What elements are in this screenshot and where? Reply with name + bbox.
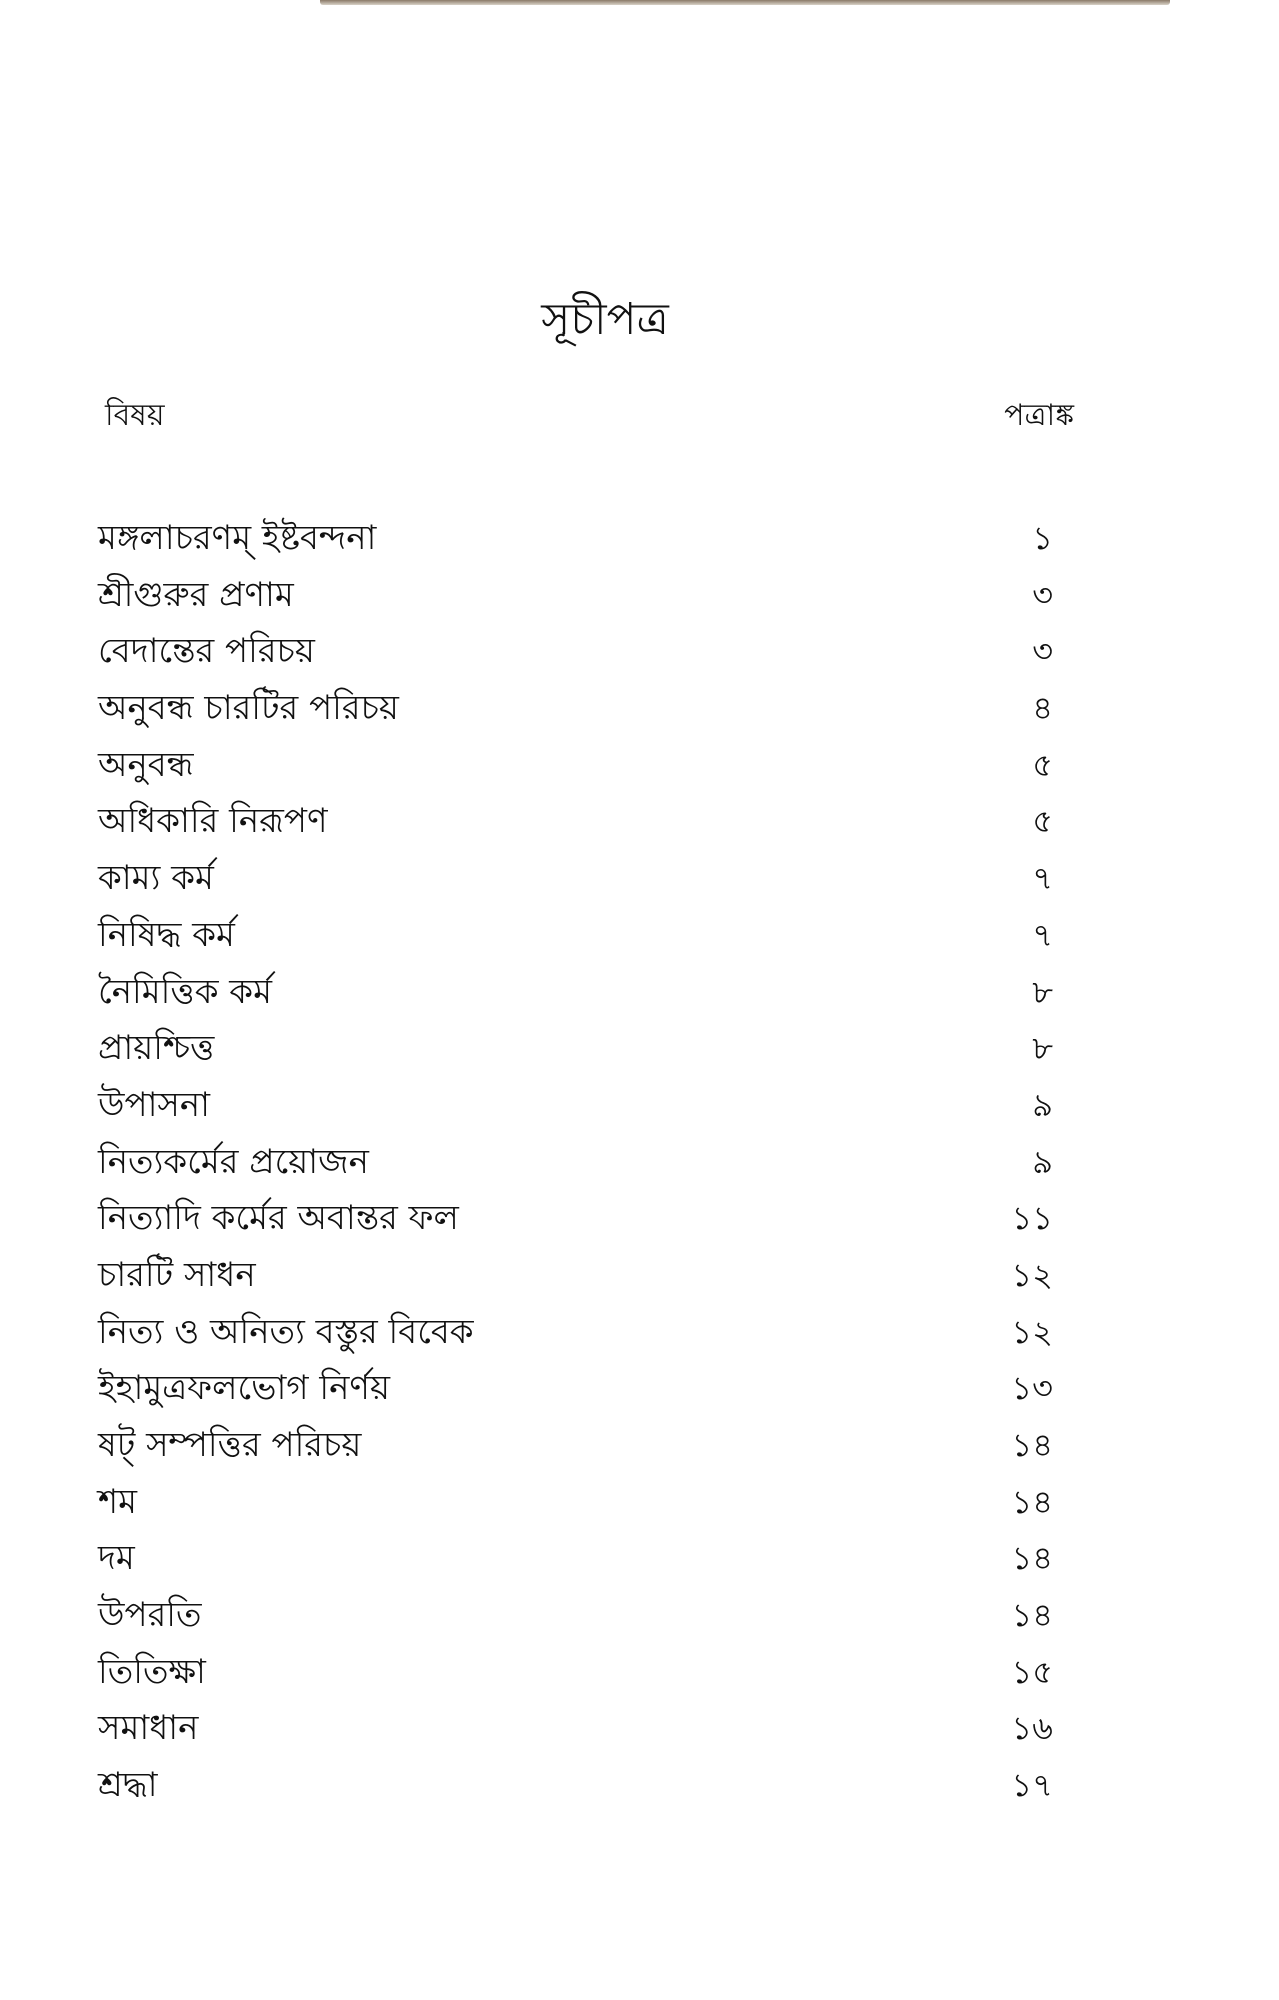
toc-entry <box>98 1304 1058 1361</box>
toc-entry-page: ১৬ <box>1011 1709 1053 1748</box>
toc-entry-page: ১৩ <box>1011 1369 1053 1408</box>
toc-entry-page: ১৭ <box>1011 1766 1053 1805</box>
toc-entry-topic: কাম্য কর্ম <box>98 858 214 899</box>
page-column-header: পত্রাঙ্ক <box>1004 398 1074 433</box>
toc-entry <box>98 793 1058 850</box>
toc-entry-page: ১৪ <box>1011 1539 1053 1578</box>
toc-entry-topic: অনুবন্ধ চারটির পরিচয় <box>98 688 399 729</box>
toc-entry-page: ১৪ <box>1011 1596 1053 1635</box>
toc-entry <box>98 907 1058 964</box>
toc-entry-page: ৪ <box>1032 689 1053 728</box>
toc-entry-page: ৯ <box>1032 1142 1053 1181</box>
toc-entry-topic: ষট্ সম্পত্তির পরিচয় <box>98 1425 362 1465</box>
toc-entry <box>98 1530 1058 1587</box>
toc-entry-topic: নৈমিত্তিক কর্ম <box>98 971 272 1012</box>
toc-entry-page: ৩ <box>1032 632 1053 671</box>
toc-entry <box>98 850 1058 907</box>
toc-entry-topic: নিষিদ্ধ কর্ম <box>98 914 235 955</box>
toc-entry-topic: শম <box>98 1481 137 1522</box>
toc-entry-topic: নিত্যকর্মের প্রয়োজন <box>98 1141 369 1182</box>
page-title: সূচীপত্র <box>541 294 669 345</box>
toc-entry-topic: নিত্য ও অনিত্য বস্তুর বিবেক <box>98 1311 474 1352</box>
toc-entry <box>98 737 1058 794</box>
toc-entry-topic: শ্রদ্ধা <box>98 1765 158 1806</box>
toc-entry <box>98 567 1058 624</box>
toc-entry-topic: দম <box>98 1538 135 1579</box>
toc-entry-page: ১ <box>1032 519 1053 557</box>
toc-entry-topic: শ্রীগুরুর প্রণাম <box>98 574 294 615</box>
toc-entry <box>98 510 1058 567</box>
toc-entry-topic: সমাধান <box>98 1708 199 1749</box>
toc-entry-page: ১৪ <box>1011 1482 1053 1521</box>
top-page-edge <box>320 0 1170 5</box>
toc-entry-page: ৮ <box>1032 1029 1053 1068</box>
toc-entry <box>98 1190 1058 1247</box>
toc-entry-topic: উপাসনা <box>98 1084 211 1125</box>
toc-entry <box>98 964 1058 1021</box>
toc-entry-topic: বেদান্তের পরিচয় <box>98 631 315 672</box>
toc-entry-page: ১৪ <box>1011 1426 1053 1464</box>
topic-column-header: বিষয় <box>105 398 165 433</box>
toc-entry <box>98 1360 1058 1417</box>
toc-entry <box>98 623 1058 680</box>
toc-entry-topic: অনুবন্ধ <box>98 744 194 785</box>
toc-entry <box>98 1587 1058 1644</box>
toc-entry-topic: মঙ্গলাচরণম্ ইষ্টবন্দনা <box>98 518 377 558</box>
table-of-contents <box>98 510 1058 1814</box>
toc-entry <box>98 1134 1058 1191</box>
toc-entry <box>98 1020 1058 1077</box>
toc-entry <box>98 1700 1058 1757</box>
toc-entry-page: ১২ <box>1011 1255 1053 1294</box>
toc-entry-page: ৭ <box>1032 859 1053 898</box>
toc-entry-topic: নিত্যাদি কর্মের অবান্তর ফল <box>98 1198 459 1239</box>
toc-entry <box>98 1247 1058 1304</box>
toc-entry-topic: অধিকারি নিরূপণ <box>98 801 328 842</box>
toc-entry-page: ৮ <box>1032 972 1053 1011</box>
toc-entry-topic: প্রায়শ্চিত্ত <box>98 1028 215 1069</box>
toc-entry <box>98 1474 1058 1531</box>
toc-entry-topic: চারটি সাধন <box>98 1254 256 1295</box>
toc-entry-page: ৫ <box>1032 745 1053 784</box>
toc-entry-page: ৫ <box>1032 802 1053 841</box>
toc-entry-page: ৯ <box>1032 1085 1053 1124</box>
toc-entry-page: ৭ <box>1032 915 1053 954</box>
toc-entry-topic: ইহামুত্রফলভোগ নির্ণয় <box>98 1368 391 1409</box>
toc-entry <box>98 680 1058 737</box>
toc-entry <box>98 1644 1058 1701</box>
toc-entry-topic: তিতিক্ষা <box>98 1651 206 1692</box>
toc-entry-page: ১৫ <box>1011 1652 1053 1691</box>
toc-entry <box>98 1417 1058 1474</box>
toc-entry <box>98 1077 1058 1134</box>
toc-entry-page: ৩ <box>1032 575 1053 614</box>
toc-entry-page: ১১ <box>1011 1199 1053 1238</box>
toc-entry-topic: উপরতি <box>98 1595 202 1636</box>
toc-entry-page: ১২ <box>1011 1312 1053 1351</box>
toc-entry <box>98 1757 1058 1814</box>
